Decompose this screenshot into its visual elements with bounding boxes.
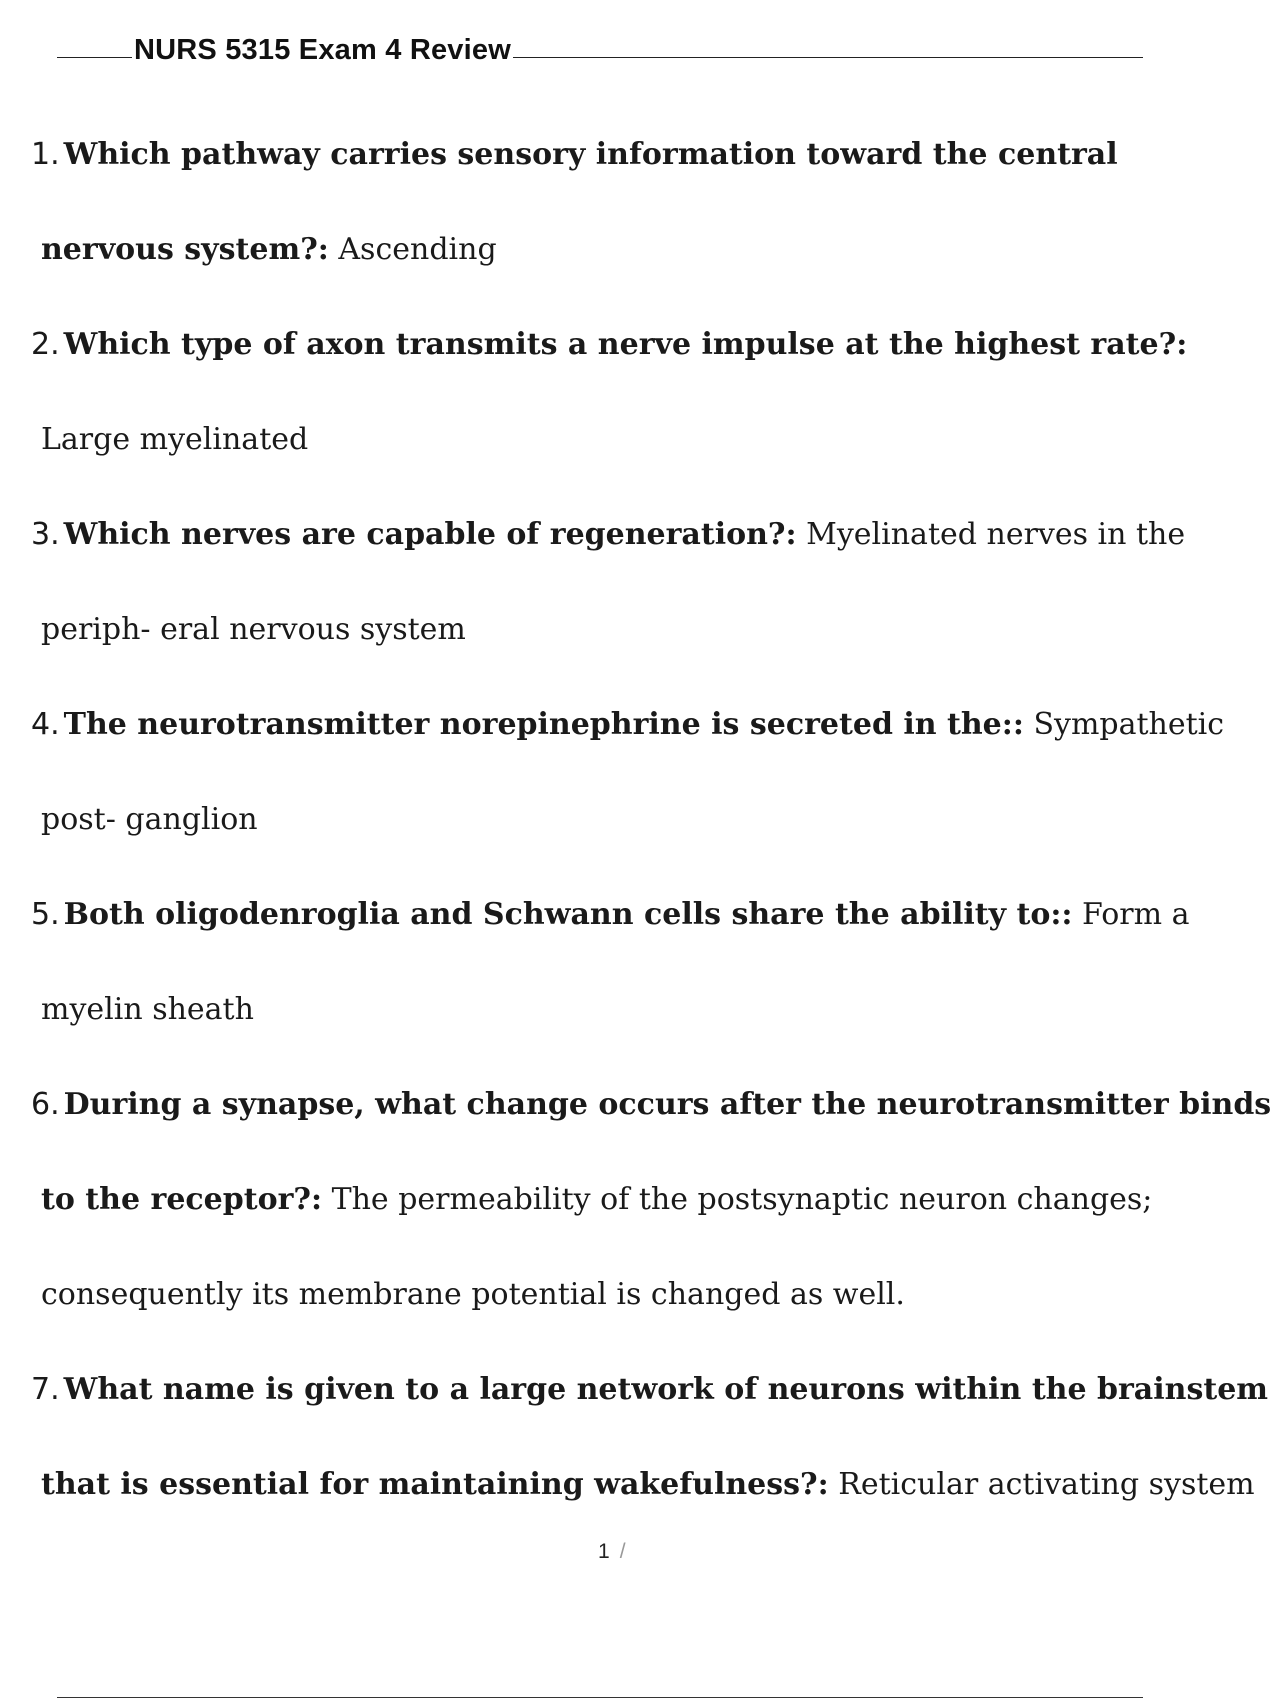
answer-line (41, 610, 1201, 650)
question-line (31, 1370, 1269, 1410)
question-line (41, 1465, 1255, 1505)
question-number: 1. (31, 137, 60, 172)
answer-text: Ascending (328, 232, 497, 267)
answer-text: post- ganglion (41, 802, 258, 837)
answer-line (41, 1275, 1201, 1315)
page-separator: / (619, 1540, 626, 1563)
question-text: Which nerves are capable of regeneration?: (63, 517, 797, 552)
question-text: Which type of axon transmits a nerve impulse at the highest rate?: (63, 327, 1188, 362)
answer-text: Reticular activating system (828, 1467, 1255, 1502)
answer-text: consequently its membrane potential is changed as well. (41, 1277, 905, 1312)
question-text: Both oligodenroglia and Schwann cells share the ability to:: (63, 897, 1073, 932)
answer-line (41, 990, 1201, 1030)
question-text: that is essential for maintaining wakefulness?: (41, 1467, 829, 1502)
question-text: During a synapse, what change occurs after the neurotransmitter binds (63, 1087, 1271, 1122)
question-line (31, 135, 1191, 175)
question-text: Which pathway carries sensory information toward the central (63, 137, 1118, 172)
answer-line (41, 800, 1201, 840)
answer-text: periph- eral nervous system (41, 612, 466, 647)
answer-text: The permeability of the postsynaptic neuron changes; (322, 1182, 1153, 1217)
question-number: 6. (31, 1087, 60, 1122)
question-line (31, 1085, 1271, 1125)
answer-text: myelin sheath (41, 992, 254, 1027)
page-number (598, 1540, 626, 1564)
document-title: NURS 5315 Exam 4 Review (134, 34, 511, 66)
answer-text: Form a (1072, 897, 1190, 932)
question-number: 7. (31, 1372, 60, 1407)
question-line (41, 230, 1201, 270)
answer-text: Sympathetic (1023, 707, 1225, 742)
page-number-value: 1 (598, 1540, 610, 1563)
question-line (31, 895, 1191, 935)
question-line (41, 1180, 1201, 1220)
question-line (31, 325, 1191, 365)
question-number: 2. (31, 327, 60, 362)
question-line (31, 705, 1225, 745)
answer-line (41, 420, 1201, 460)
footer-rule (57, 1697, 1143, 1698)
question-text: What name is given to a large network of neurons within the brainstem (63, 1372, 1269, 1407)
question-line (31, 515, 1191, 555)
answer-text: Large myelinated (41, 422, 309, 457)
answer-text: Myelinated nerves in the (796, 517, 1186, 552)
question-number: 5. (31, 897, 60, 932)
question-number: 3. (31, 517, 60, 552)
question-text: to the receptor?: (41, 1182, 323, 1217)
question-number: 4. (31, 707, 60, 742)
question-text: The neurotransmitter norepinephrine is secreted in the:: (63, 707, 1024, 742)
question-text: nervous system?: (41, 232, 329, 267)
